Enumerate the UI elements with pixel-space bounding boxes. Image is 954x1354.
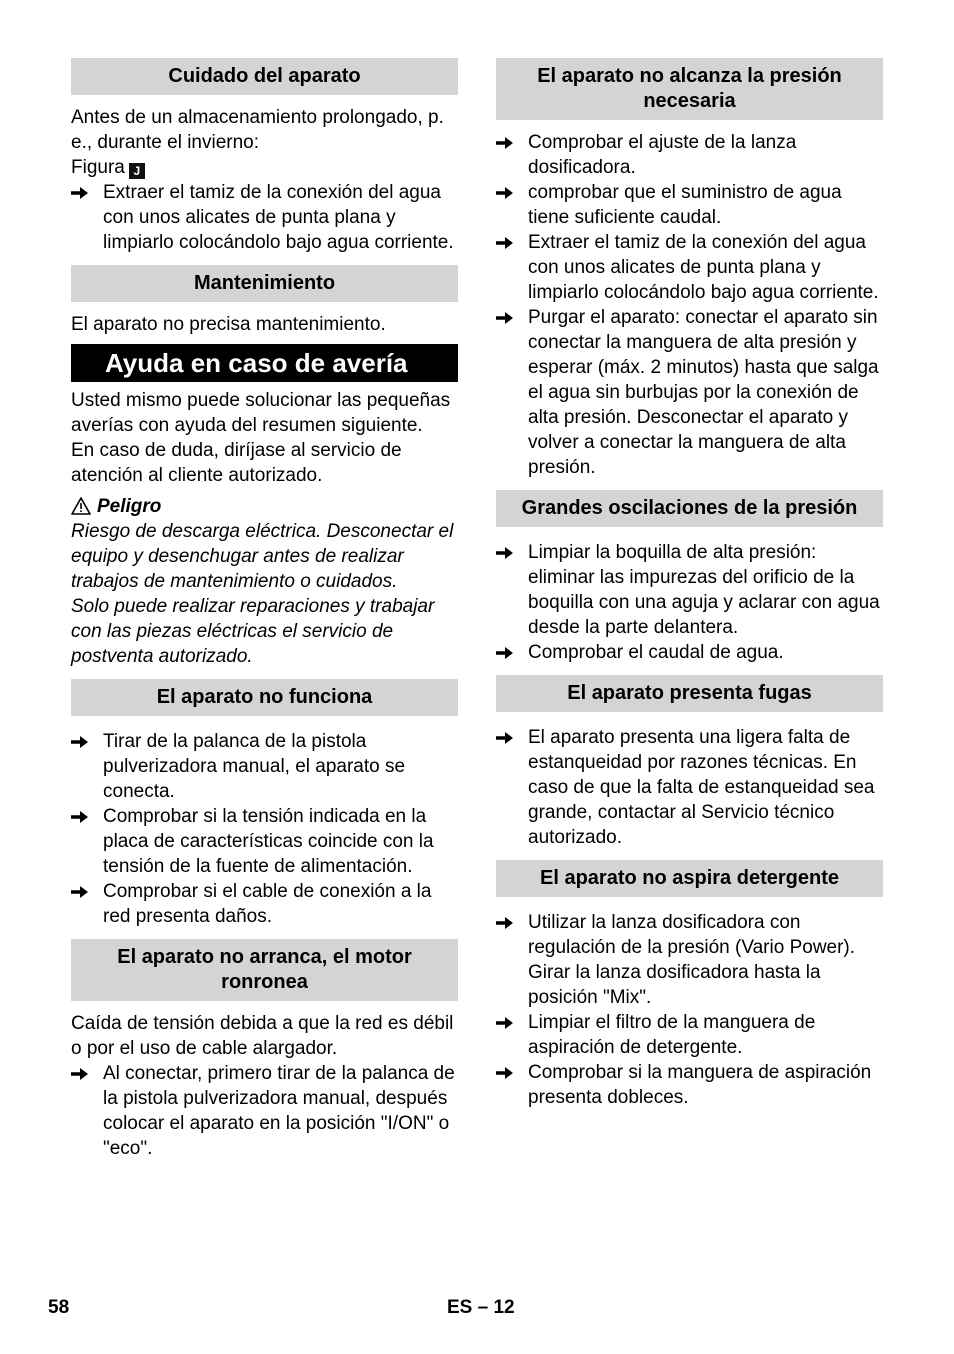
care-figure-ref [71, 155, 458, 180]
arrow-right-icon [71, 186, 89, 200]
page-number: 58 [48, 1297, 70, 1318]
care-list-item: Extraer el tamiz de la conexión del agua con unos alicates de punta plana y limpiarlo colocándolo bajo agua corriente. [71, 180, 458, 255]
section-heading-not-starting: El aparato no arranca, el motor ronronea [71, 939, 458, 1001]
list-item: Limpiar el filtro de la manguera de aspiración de detergente. [496, 1010, 883, 1060]
list-item: Purgar el aparato: conectar el aparato sin conectar la manguera de alta presión y esperar (máx. 2 minutos) hasta que salga el agua sin burbujas por la conexión de alta presión. Desconectar el aparato y volver a conectar la manguera de alta presión. [496, 305, 883, 480]
arrow-right-icon [496, 1016, 514, 1030]
danger-text-2: Solo puede realizar reparaciones y trabajar con las piezas eléctricas el servicio de postventa autorizado. [71, 596, 435, 667]
maintenance-paragraph: El aparato no precisa mantenimiento. [71, 314, 386, 335]
left-column [71, 58, 458, 1161]
list-item: Comprobar si la tensión indicada en la placa de características coincide con la tensión de la fuente de alimentación. [71, 804, 458, 879]
arrow-right-icon [71, 735, 89, 749]
right-column [496, 58, 883, 1110]
list-item: Extraer el tamiz de la conexión del agua con unos alicates de punta plana y limpiarlo colocándolo bajo agua corriente. [496, 230, 883, 305]
arrow-right-icon [496, 186, 514, 200]
list-item: Utilizar la lanza dosificadora con regulación de la presión (Vario Power). Girar la lanza dosificadora hasta la posición "Mix". [496, 910, 883, 1010]
list-item: Limpiar la boquilla de alta presión: eliminar las impurezas del orificio de la boquilla con una aguja y aclarar con agua desde la parte delantera. [496, 540, 883, 640]
figure-j-icon: J [129, 163, 145, 179]
arrow-right-icon [71, 810, 89, 824]
danger-label: Peligro [97, 496, 162, 517]
arrow-right-icon [496, 546, 514, 560]
list-item: Al conectar, primero tirar de la palanca de la pistola pulverizadora manual, después colocar el aparato en la posición "I/ON" o "eco". [71, 1061, 458, 1161]
arrow-right-icon [71, 1067, 89, 1081]
arrow-right-icon [496, 731, 514, 745]
list-item: Tirar de la palanca de la pistola pulverizadora manual, el aparato se conecta. [71, 729, 458, 804]
arrow-right-icon [496, 236, 514, 250]
section-heading-leaks: El aparato presenta fugas [496, 675, 883, 712]
arrow-right-icon [496, 916, 514, 930]
list-item: Comprobar si el cable de conexión a la red presenta daños. [71, 879, 458, 929]
list-item: Comprobar si la manguera de aspiración presenta dobleces. [496, 1060, 883, 1110]
danger-text: Riesgo de descarga eléctrica. Desconectar el equipo y desenchugar antes de realizar trabajos de mantenimiento o cuidados. [71, 521, 454, 592]
section-heading-maintenance: Mantenimiento [71, 265, 458, 302]
section-heading-care: Cuidado del aparato [71, 58, 458, 95]
arrow-right-icon [496, 1066, 514, 1080]
page-code: ES – 12 [447, 1297, 515, 1318]
arrow-right-icon [71, 885, 89, 899]
care-paragraph: Antes de un almacenamiento prolongado, p. e., durante el invierno: [71, 107, 444, 153]
list-item: Comprobar el caudal de agua. [496, 640, 883, 665]
section-heading-no-detergent: El aparato no aspira detergente [496, 860, 883, 897]
danger-label-line [71, 494, 458, 519]
list-item: El aparato presenta una ligera falta de estanqueidad por razones técnicas. En caso de que la falta de estanqueidad sea grande, contactar al Servicio técnico autorizado. [496, 725, 883, 850]
section-heading-pressure-oscillation: Grandes oscilaciones de la presión [496, 490, 883, 527]
not-starting-paragraph: Caída de tensión debida a que la red es débil o por el uso de cable alargador. [71, 1013, 454, 1059]
list-item: Comprobar el ajuste de la lanza dosificadora. [496, 130, 883, 180]
arrow-right-icon [496, 646, 514, 660]
section-heading-not-working: El aparato no funciona [71, 679, 458, 716]
section-heading-low-pressure: El aparato no alcanza la presión necesaria [496, 58, 883, 120]
help-paragraph-1: Usted mismo puede solucionar las pequeñas averías con ayuda del resumen siguiente. [71, 390, 451, 436]
help-paragraph-2: En caso de duda, diríjase al servicio de atención al cliente autorizado. [71, 440, 402, 486]
warning-triangle-icon [71, 497, 91, 515]
list-item: comprobar que el suministro de agua tiene suficiente caudal. [496, 180, 883, 230]
chapter-heading-troubleshooting: Ayuda en caso de avería [71, 344, 458, 382]
arrow-right-icon [496, 311, 514, 325]
arrow-right-icon [496, 136, 514, 150]
figure-label: Figura [71, 157, 125, 178]
